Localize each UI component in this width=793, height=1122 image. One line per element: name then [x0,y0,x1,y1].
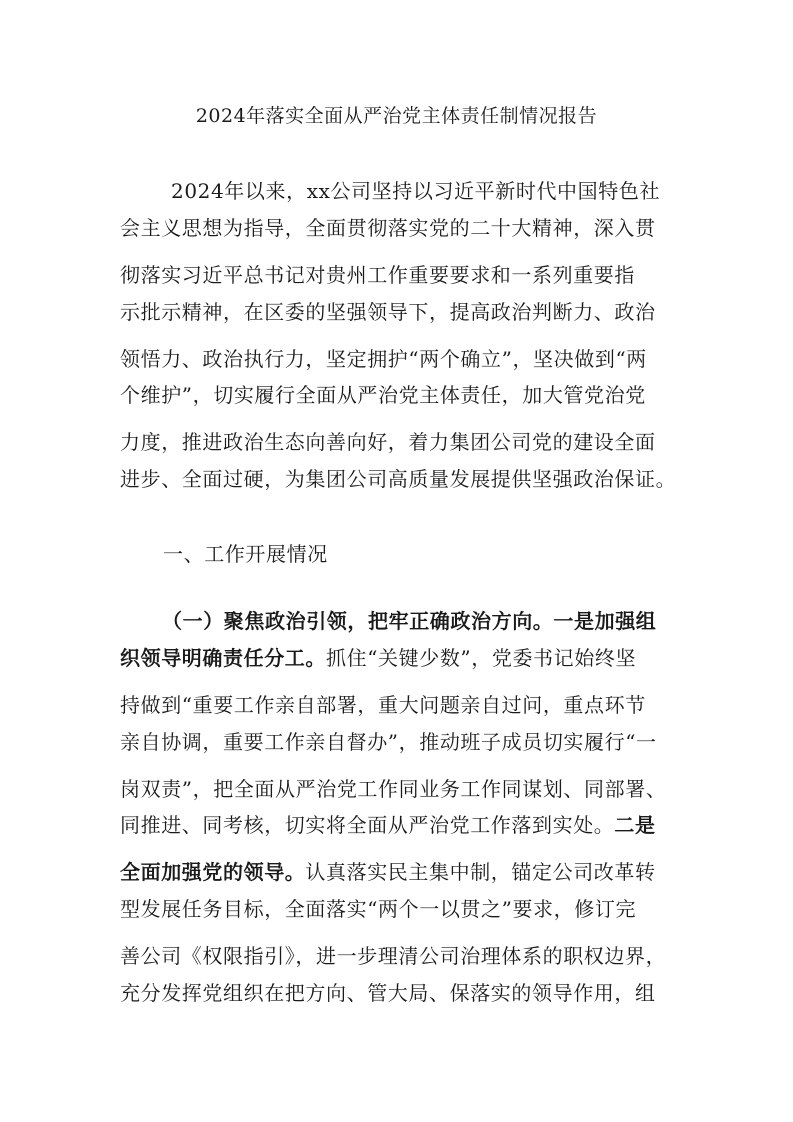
section1-subhead: 全面加强党的领导。 [120,860,306,884]
intro-line: 领悟力、政治执行力，坚定拥护“两个确立”，坚决做到“两 [120,347,647,371]
section1-text: 认真落实民主集中制，锚定公司改革转 [305,860,656,884]
section-heading: 一、工作开展情况 [163,542,328,566]
section1-line: 充分发挥党组织在把方向、管大局、保落实的领导作用，组 [120,981,656,1005]
section1-subhead: 二是 [614,813,656,837]
intro-line: 会主义思想为指导，全面贯彻落实党的二十大精神，深入贯 [120,216,656,240]
intro-line: 力度，推进政治生态向善向好，着力集团公司党的建设全面 [120,430,656,454]
section1-text: 抓住“关键少数”，党委书记始终坚 [326,646,637,670]
intro-line: 彻落实习近平总书记对贵州工作重要要求和一系列重要指 [120,263,635,287]
intro-line: 进步、全面过硬，为集团公司高质量发展提供坚强政治保证。 [120,467,677,491]
section1-line: 持做到“重要工作亲自部署，重大问题亲自过问，重点环节 [120,693,646,717]
section1-line: 岗双责”，把全面从严治党工作同业务工作同谋划、同部署、 [120,777,667,801]
section1-line: 型发展任务目标，全面落实“两个一以贯之”要求，修订完 [120,897,637,921]
section1-line [120,859,656,885]
section1-text: 同推进、同考核，切实将全面从严治党工作落到实处。 [120,813,615,837]
intro-line: 个维护”，切实履行全面从严治党主体责任，加大管党治党 [120,383,646,407]
section1-line [120,645,636,671]
intro-line: 示批示精神，在区委的坚强领导下，提高政治判断力、政治 [120,300,656,324]
section1-line [120,812,656,838]
document-title: 2024年落实全面从严治党主体责任制情况报告 [195,105,598,127]
intro-line: 2024年以来，xx公司坚持以习近平新时代中国特色社 [171,179,661,203]
section1-subhead: 织领导明确责任分工。 [120,646,326,670]
section1-line: 善公司《权限指引》，进一步理清公司治理体系的职权边界， [120,944,667,968]
section1-line: 亲自协调，重要工作亲自督办”，推动班子成员切实履行“一 [120,730,657,754]
section1-line: （一）聚焦政治引领，把牢正确政治方向。一是加强组 [162,609,657,633]
